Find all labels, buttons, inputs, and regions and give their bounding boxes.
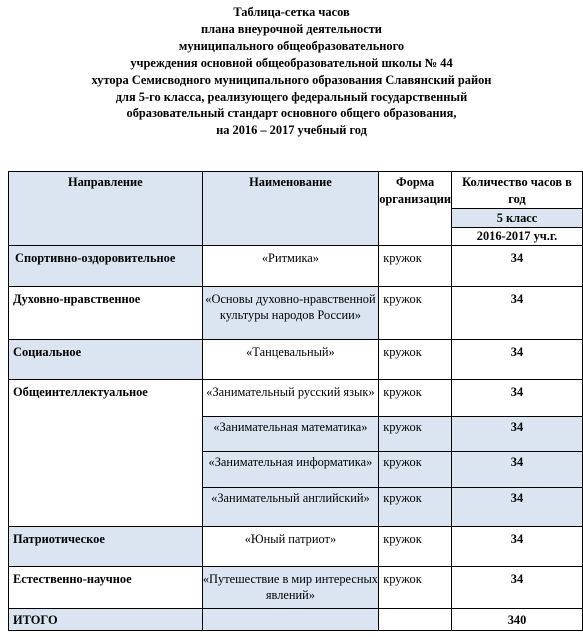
row-form: кружок (379, 527, 452, 567)
row-hours: 34 (451, 417, 582, 452)
table-row (9, 527, 583, 567)
title-line: хутора Семисводного муниципального образования Славянский район (91, 72, 492, 87)
total-form-empty (379, 609, 452, 631)
row-form: кружок (379, 417, 452, 452)
table-row (9, 567, 583, 609)
row-hours: 34 (451, 488, 582, 527)
row-direction: Естественно-научное (9, 567, 203, 609)
row-direction: Общеинтеллектуальное (9, 380, 203, 527)
row-name: «Занимательная математика» (202, 417, 379, 452)
title-line: плана внеурочной деятельности (201, 21, 382, 36)
row-form: кружок (379, 452, 452, 488)
row-hours: 34 (451, 452, 582, 488)
title-line: образовательный стандарт основного общего образования, (126, 106, 457, 121)
row-form: кружок (379, 340, 452, 380)
total-name-empty (202, 609, 379, 631)
total-label: ИТОГО (9, 609, 203, 631)
header-direction: Направление (9, 172, 203, 246)
table-row (9, 380, 583, 417)
title-line: Таблица-сетка часов (233, 5, 350, 19)
row-hours: 34 (451, 246, 582, 287)
row-form: кружок (379, 287, 452, 340)
row-name: «Занимательный русский язык» (202, 380, 379, 417)
table-row (9, 287, 583, 340)
title-line: на 2016 – 2017 учебный год (216, 123, 367, 138)
row-hours: 34 (451, 527, 582, 567)
row-form: кружок (379, 246, 452, 287)
row-name: «Танцевальный» (202, 340, 379, 380)
row-direction: Спортивно-оздоровительное (9, 246, 203, 287)
row-name: «Основы духовно-нравственной культуры народов России» (202, 287, 379, 340)
row-direction: Духовно-нравственное (9, 287, 203, 340)
header-name: Наименование (202, 172, 379, 246)
total-hours: 340 (451, 609, 582, 631)
total-row (9, 609, 583, 631)
row-direction: Социальное (9, 340, 203, 380)
table-row (9, 340, 583, 380)
row-name: «Занимательная информатика» (202, 452, 379, 488)
row-form: кружок (379, 380, 452, 417)
row-hours: 34 (451, 287, 582, 340)
header-class: 5 класс (451, 209, 582, 228)
header-hours: Количество часов в год (451, 172, 582, 209)
table-row (9, 246, 583, 287)
row-hours: 34 (451, 380, 582, 417)
row-name: «Путешествие в мир интересных явлений» (202, 567, 379, 609)
row-name: «Занимательный английский» (202, 488, 379, 527)
row-hours: 34 (451, 567, 582, 609)
row-form: кружок (379, 567, 452, 609)
title-line: для 5-го класса, реализующего федеральный государственный (115, 89, 468, 104)
title-line: муниципального общеобразовательного (178, 38, 405, 53)
row-name: «Юный патриот» (202, 527, 379, 567)
header-form: Форма организации (379, 172, 452, 246)
row-form: кружок (379, 488, 452, 527)
header-year: 2016-2017 уч.г. (451, 228, 582, 246)
row-name: «Ритмика» (202, 246, 379, 287)
hours-table (8, 171, 583, 631)
row-hours: 34 (451, 340, 582, 380)
title-line: учреждения основной общеобразовательной школы № 44 (130, 55, 453, 70)
document-title (0, 4, 583, 139)
row-direction: Патриотическое (9, 527, 203, 567)
